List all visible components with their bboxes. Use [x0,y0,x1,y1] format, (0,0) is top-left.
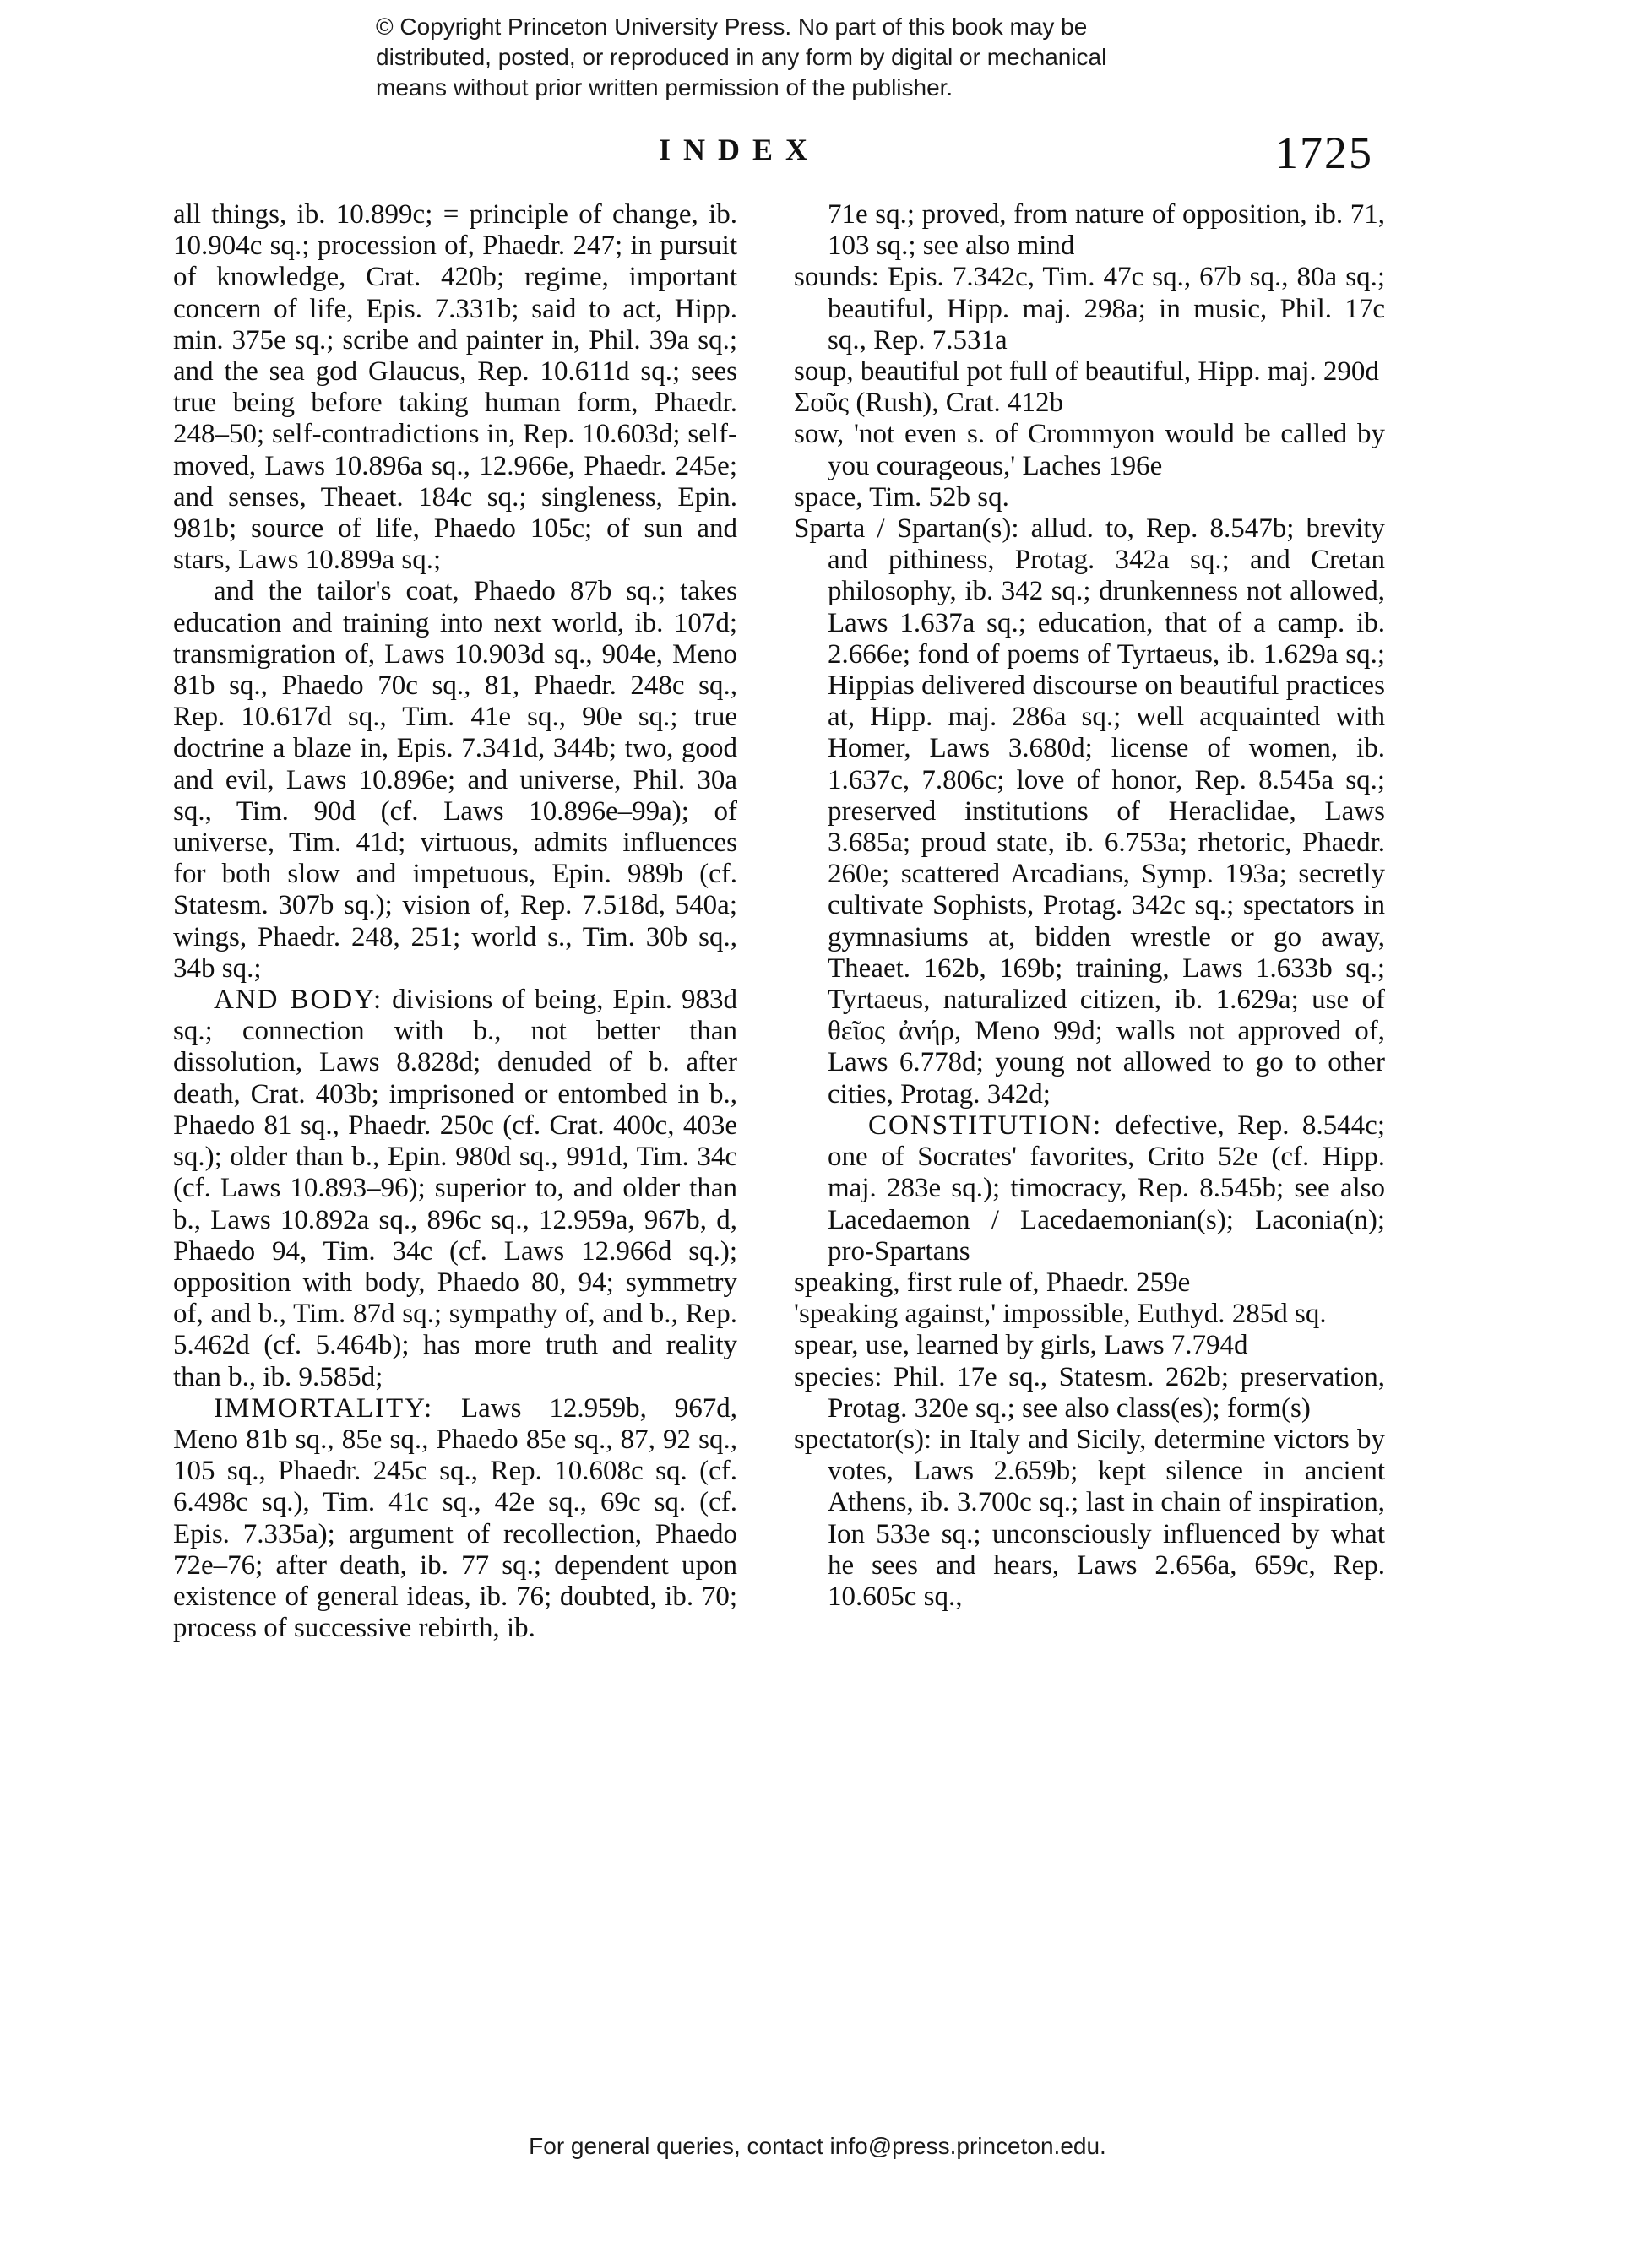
index-subentry: and the tailor's coat, Phaedo 87b sq.; takes education and training into next world, ib. 107d; transmigration of, Laws 10.903d sq., 904e, Meno 81b sq., Phaedo 70c sq., 81, Phaedr. 248c sq., Rep. 10.617d sq., Tim. 41e sq., 90e sq.; true doctrine a blaze in, Epis. 7.341d, 344b; two, good and evil, Laws 10.896e; and universe, Phil. 30a sq., Tim. 90d (cf. Laws 10.896e–99a); of universe, Tim. 41d; virtuous, admits influences for both slow and impetuous, Epin. 989b (cf. Statesm. 307b sq.); vision of, Rep. 7.518d, 540a; wings, Phaedr. 248, 251; world s., Tim. 30b sq., 34b sq.; [173,576,737,984]
footer-contact: For general queries, contact info@press.princeton.edu. [529,2133,1106,2159]
page-number: 1725 [1275,128,1373,178]
copyright-line: means without prior written permission of the publisher. [376,74,953,100]
index-entry-continuation: all things, ib. 10.899c; = principle of change, ib. 10.904c sq.; procession of, Phaedr. 247; in pursuit of knowledge, Crat. 420b; regime, important concern of life, Epis. 7.331b; said to act, Hipp. min. 375e sq.; scribe and painter in, Phil. 39a sq.; and the sea god Glaucus, Rep. 10.611d sq.; sees true being before taking human form, Phaedr. 248–50; self-contradictions in, Rep. 10.603d; self-moved, Laws 10.896a sq., 12.966e, Phaedr. 245e; and senses, Theaet. 184c sq.; singleness, Epin. 981b; source of life, Phaedo 105c; of sun and stars, Laws 10.899a sq.; [173,199,737,576]
subentry-heading: AND BODY: [214,985,383,1016]
index-subentry [173,985,737,1393]
index-entry: 'speaking against,' impossible, Euthyd. 285d sq. [794,1299,1327,1330]
index-subentry [794,1110,1385,1267]
index-entry: sounds: Epis. 7.342c, Tim. 47c sq., 67b sq., 80a sq.; beautiful, Hipp. maj. 298a; in music, Phil. 17c sq., Rep. 7.531a [794,262,1385,355]
index-column-left [173,199,737,1644]
page-title: INDEX [659,133,821,166]
index-entry: soup, beautiful pot full of beautiful, Hipp. maj. 290d [794,356,1379,388]
index-entry: speaking, first rule of, Phaedr. 259e [794,1267,1191,1298]
copyright-notice [376,12,1220,103]
index-entry: species: Phil. 17e sq., Statesm. 262b; preservation, Protag. 320e sq.; see also class(es); form(s) [794,1361,1385,1424]
index-subentry [173,1393,737,1645]
index-entry: spectator(s): in Italy and Sicily, determine victors by votes, Laws 2.659b; kept silence in ancient Athens, ib. 3.700c sq.; last in chain of inspiration, Ion 533e sq.; unconsciously influenced by what he sees and hears, Laws 2.656a, 659c, Rep. 10.605c sq., [794,1424,1385,1612]
copyright-line: © Copyright Princeton University Press. No part of this book may be [376,14,1088,40]
running-head [0,127,1635,186]
copyright-line: distributed, posted, or reproduced in any form by digital or mechanical [376,44,1107,70]
subentry-text: Laws 12.959b, 967d, Meno 81b sq., 85e sq., Phaedo 85e sq., 87, 92 sq., 105 sq., Phaedr. 245c sq., Rep. 10.608c sq. (cf. 6.498c sq.), Tim. 41c sq., 42e sq., 69c sq. (cf. Epis. 7.335a); argument of recollection, Phaedo 72e–76; after death, ib. 77 sq.; dependent upon existence of general ideas, ib. 76; doubted, ib. 70; process of successive rebirth, ib. [173,1392,737,1644]
subentry-heading: IMMORTALITY: [214,1392,434,1424]
index-column-right [794,199,1385,1613]
subentry-heading: CONSTITUTION: [868,1110,1103,1141]
index-entry: space, Tim. 52b sq. [794,481,1009,513]
index-entry: Sparta / Spartan(s): allud. to, Rep. 8.547b; brevity and pithiness, Protag. 342a sq.; and Cretan philosophy, ib. 342 sq.; drunkenness not allowed, Laws 1.637a sq.; education, that of a camp. ib. 2.666e; fond of poems of Tyrtaeus, ib. 1.629a sq.; Hippias delivered discourse on beautiful practices at, Hipp. maj. 286a sq.; well acquainted with Homer, Laws 3.680d; license of women, ib. 1.637c, 7.806c; love of honor, Rep. 8.545a sq.; preserved institutions of Heraclidae, Laws 3.685a; proud state, ib. 6.753a; rhetoric, Phaedr. 260e; scattered Arcadians, Symp. 193a; secretly cultivate Sophists, Protag. 342c sq.; spectators in gymnasiums at, bidden wrestle or go away, Theaet. 162b, 169b; training, Laws 1.633b sq.; Tyrtaeus, naturalized citizen, ib. 1.629a; use of θεῖος ἀνήρ, Meno 99d; walls not approved of, Laws 6.778d; young not allowed to go to other cities, Protag. 342d; [794,513,1385,1110]
index-entry-continuation: 71e sq.; proved, from nature of opposition, ib. 71, 103 sq.; see also mind [828,199,1385,262]
index-entry: Σοῦς (Rush), Crat. 412b [794,388,1064,419]
subentry-text: divisions of being, Epin. 983d sq.; connection with b., not better than dissolution, Laws 8.828d; denuded of b. after death, Crat. 403b; imprisoned or entombed in b., Phaedo 81 sq., Phaedr. 250c (cf. Crat. 400c, 403e sq.); older than b., Epin. 980d sq., 991d, Tim. 34c (cf. Laws 10.893–96); superior to, and older than b., Laws 10.892a sq., 896c sq., 12.959a, 967b, d, Phaedo 94, Tim. 34c (cf. Laws 12.966d sq.); opposition with body, Phaedo 80, 94; symmetry of, and b., Tim. 87d sq.; sympathy of, and b., Rep. 5.462d (cf. 5.464b); has more truth and reality than b., ib. 9.585d; [173,985,738,1392]
index-entry: sow, 'not even s. of Crommyon would be called by you courageous,' Laches 196e [794,419,1385,481]
subentry-text: defective, Rep. 8.544c; one of Socrates' favorites, Crito 52e (cf. Hipp. maj. 283e sq.); timocracy, Rep. 8.545b; see also Lacedaemon / Lacedaemonian(s); Laconia(n); pro-Spartans [828,1110,1385,1267]
index-entry: spear, use, learned by girls, Laws 7.794d [794,1330,1248,1361]
